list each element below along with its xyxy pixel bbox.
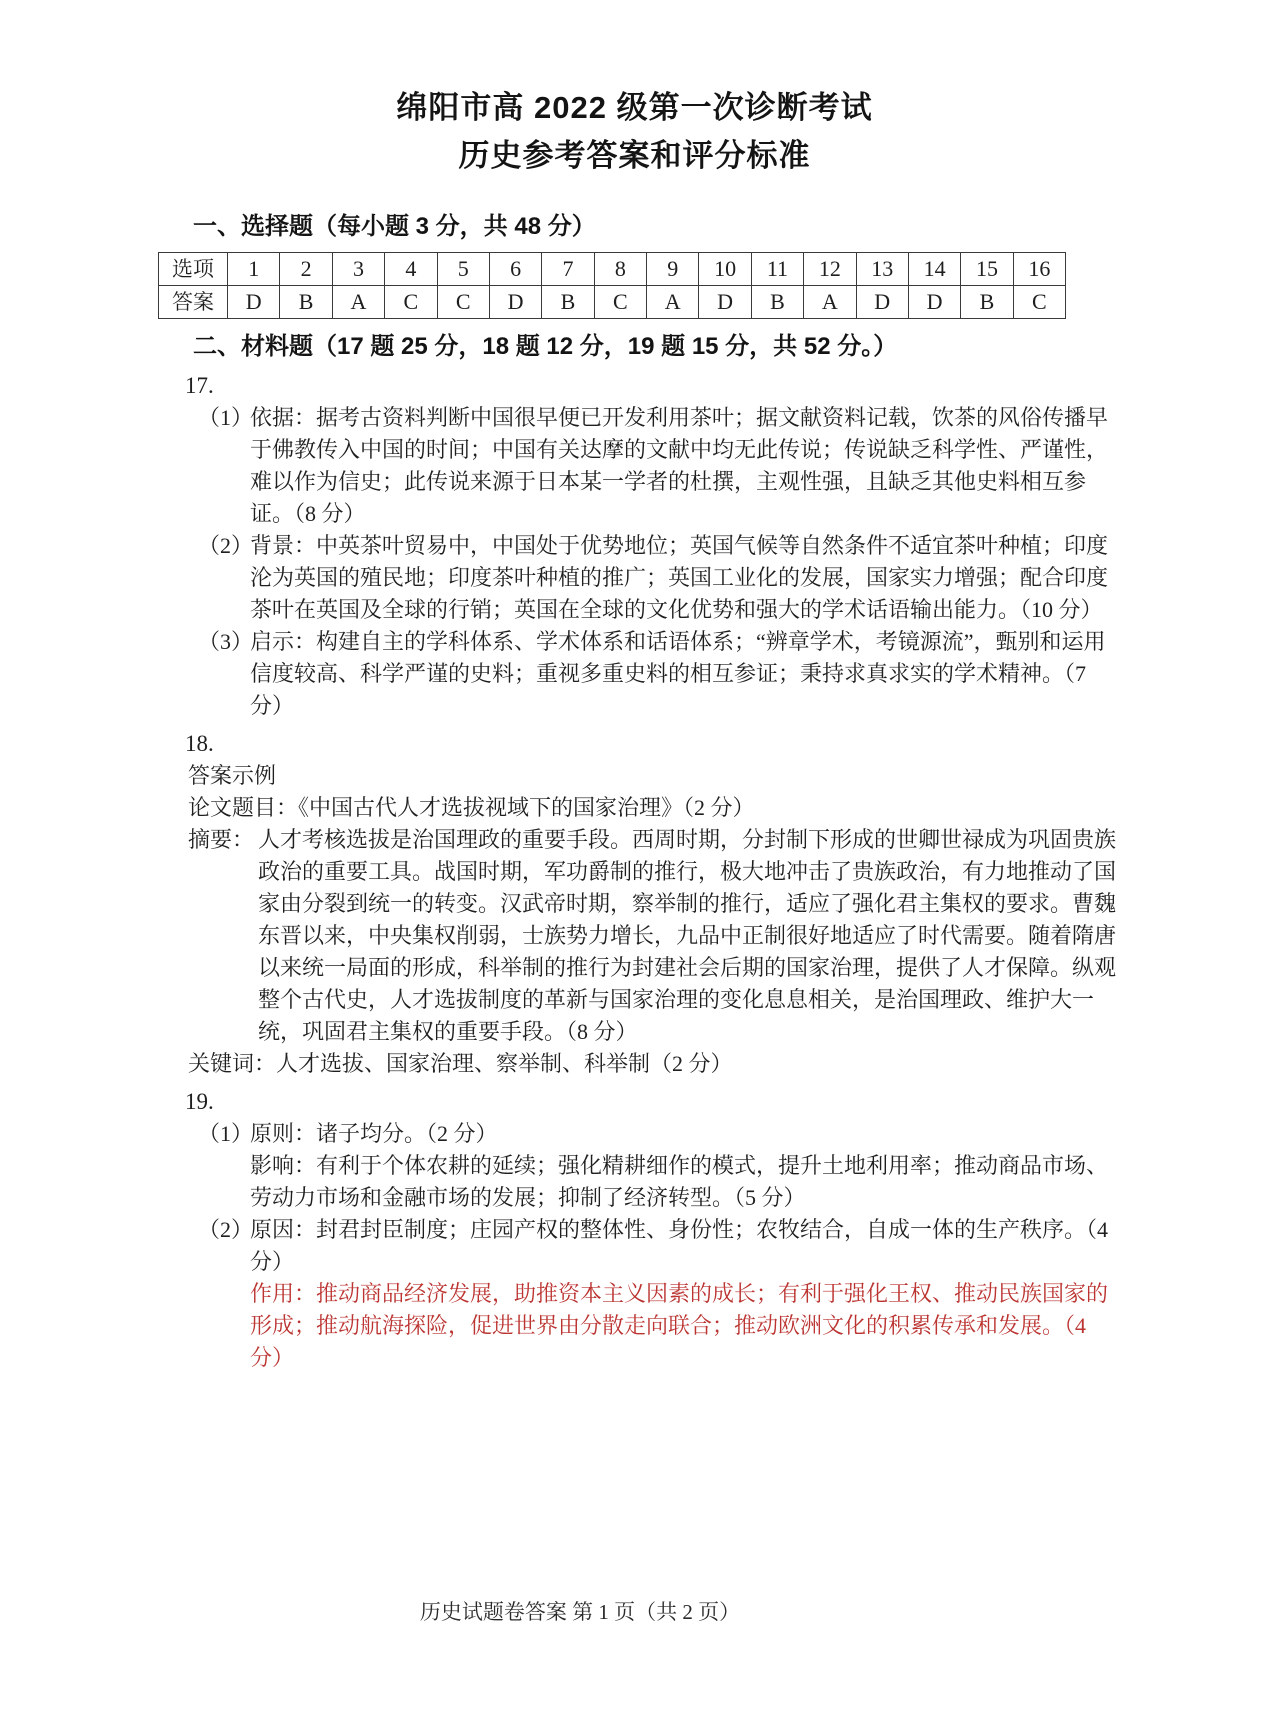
- answer-cell: A: [647, 286, 699, 319]
- answer-line: 影响：有利于个体农耕的延续；强化精耕细作的模式，提升土地利用率；推动商品市场、劳动力市场和金融市场的发展；抑制了经济转型。（5 分）: [250, 1153, 1109, 1210]
- q17-part-3: [185, 626, 1110, 722]
- part-text: 启示：构建自主的学科体系、学术体系和话语体系；“辨章学术，考镜源流”，甄别和运用信度较高、科学严谨的史料；重视多重史料的相互参证；秉持求真求实的学术精神。（7 分）: [250, 629, 1106, 718]
- question-19-number: 19.: [185, 1089, 214, 1114]
- keywords-line: 关键词：人才选拔、国家治理、察举制、科举制（2 分）: [188, 1051, 733, 1076]
- answer-cell: D: [908, 286, 960, 319]
- option-cell: 7: [542, 253, 594, 286]
- answer-cell: C: [1013, 286, 1065, 319]
- essay-title-line: 论文题目：《中国古代人才选拔视域下的国家治理》（2 分）: [188, 795, 755, 820]
- question-18-number: 18.: [185, 731, 214, 756]
- q17-part-1: [185, 402, 1110, 530]
- option-cell: 3: [332, 253, 384, 286]
- abstract-label: 摘要：: [188, 827, 255, 852]
- answer-line: 原因：封君封臣制度；庄园产权的整体性、身份性；农牧结合，自成一体的生产秩序。（4 分）: [250, 1217, 1109, 1274]
- option-cell: 14: [908, 253, 960, 286]
- row-label-options: 选项: [159, 253, 228, 286]
- option-cell: 12: [804, 253, 856, 286]
- answer-cell: C: [594, 286, 646, 319]
- answer-cell: D: [856, 286, 908, 319]
- highlighted-answer-line: 作用：推动商品经济发展，助推资本主义因素的成长；有利于强化王权、推动民族国家的形成；推动航海探险，促进世界由分散走向联合；推动欧洲文化的积累传承和发展。（4 分）: [250, 1281, 1109, 1370]
- option-number-row: [159, 253, 1066, 286]
- option-cell: 13: [856, 253, 908, 286]
- document-title: [0, 0, 1269, 180]
- part-label: （3）: [198, 629, 254, 654]
- q19-part-1: [185, 1118, 1110, 1214]
- answer-cell: A: [332, 286, 384, 319]
- title-line-2: 历史参考答案和评分标准: [458, 138, 811, 173]
- option-cell: 15: [961, 253, 1013, 286]
- option-cell: 1: [228, 253, 280, 286]
- answer-row: [159, 286, 1066, 319]
- option-cell: 4: [385, 253, 437, 286]
- option-cell: 9: [647, 253, 699, 286]
- row-label-answers: 答案: [159, 286, 228, 319]
- answer-cell: B: [751, 286, 803, 319]
- title-line-1: 绵阳市高 2022 级第一次诊断考试: [396, 90, 873, 125]
- answer-cell: D: [489, 286, 541, 319]
- abstract-text: 人才考核选拔是治国理政的重要手段。西周时期，分封制下形成的世卿世禄成为巩固贵族政治的重要工具。战国时期，军功爵制的推行，极大地冲击了贵族政治，有力地推动了国家由分裂到统一的转变。汉武帝时期，察举制的推行，适应了强化君主集权的要求。曹魏东晋以来，中央集权削弱，士族势力增长，九品中正制很好地适应了时代需要。随着隋唐以来统一局面的形成，科举制的推行为封建社会后期的国家治理，提供了人才保障。纵观整个古代史，人才选拔制度的革新与国家治理的变化息息相关，是治国理政、维护大一统，巩固君主集权的重要手段。（8 分）: [258, 827, 1117, 1044]
- section-2-heading: 二、材料题（17 题 25 分，18 题 12 分，19 题 15 分，共 52 分。）: [193, 333, 898, 360]
- option-cell: 11: [751, 253, 803, 286]
- option-cell: 16: [1013, 253, 1065, 286]
- abstract-paragraph: [188, 824, 1118, 1048]
- page-footer: 历史试题卷答案 第 1 页（共 2 页）: [419, 1600, 741, 1624]
- answer-cell: A: [804, 286, 856, 319]
- part-text: 依据：据考古资料判断中国很早便已开发利用茶叶；据文献资料记载，饮茶的风俗传播早于佛教传入中国的时间；中国有关达摩的文献中均无此传说；传说缺乏科学性、严谨性，难以作为信史；此传说来源于日本某一学者的杜撰，主观性强，且缺乏其他史料相互参证。（8 分）: [250, 405, 1109, 526]
- answer-cell: B: [280, 286, 332, 319]
- answer-cell: C: [385, 286, 437, 319]
- q17-part-2: [185, 530, 1110, 626]
- document-body: [172, 212, 1128, 1374]
- option-cell: 10: [699, 253, 751, 286]
- option-cell: 5: [437, 253, 489, 286]
- answer-line: 原则：诸子均分。（2 分）: [250, 1121, 498, 1146]
- answer-cell: B: [542, 286, 594, 319]
- answer-cell: D: [228, 286, 280, 319]
- part-label: （1）: [198, 1121, 254, 1146]
- answer-cell: D: [699, 286, 751, 319]
- q19-part-2: [185, 1214, 1110, 1374]
- part-label: （2）: [198, 1217, 254, 1242]
- option-cell: 6: [489, 253, 541, 286]
- option-cell: 8: [594, 253, 646, 286]
- answer-example-heading: 答案示例: [188, 763, 277, 788]
- section-1-heading: 一、选择题（每小题 3 分，共 48 分）: [193, 213, 596, 240]
- part-text: 背景：中英茶叶贸易中，中国处于优势地位；英国气候等自然条件不适宜茶叶种植；印度沦为英国的殖民地；印度茶叶种植的推广；英国工业化的发展，国家实力增强；配合印度茶叶在英国及全球的行销；英国在全球的文化优势和强大的学术话语输出能力。（10 分）: [250, 533, 1109, 622]
- question-17-number: 17.: [185, 373, 214, 398]
- answer-cell: C: [437, 286, 489, 319]
- option-cell: 2: [280, 253, 332, 286]
- part-label: （1）: [198, 405, 254, 430]
- mcq-answer-table: [158, 252, 1066, 319]
- answer-cell: B: [961, 286, 1013, 319]
- part-label: （2）: [198, 533, 254, 558]
